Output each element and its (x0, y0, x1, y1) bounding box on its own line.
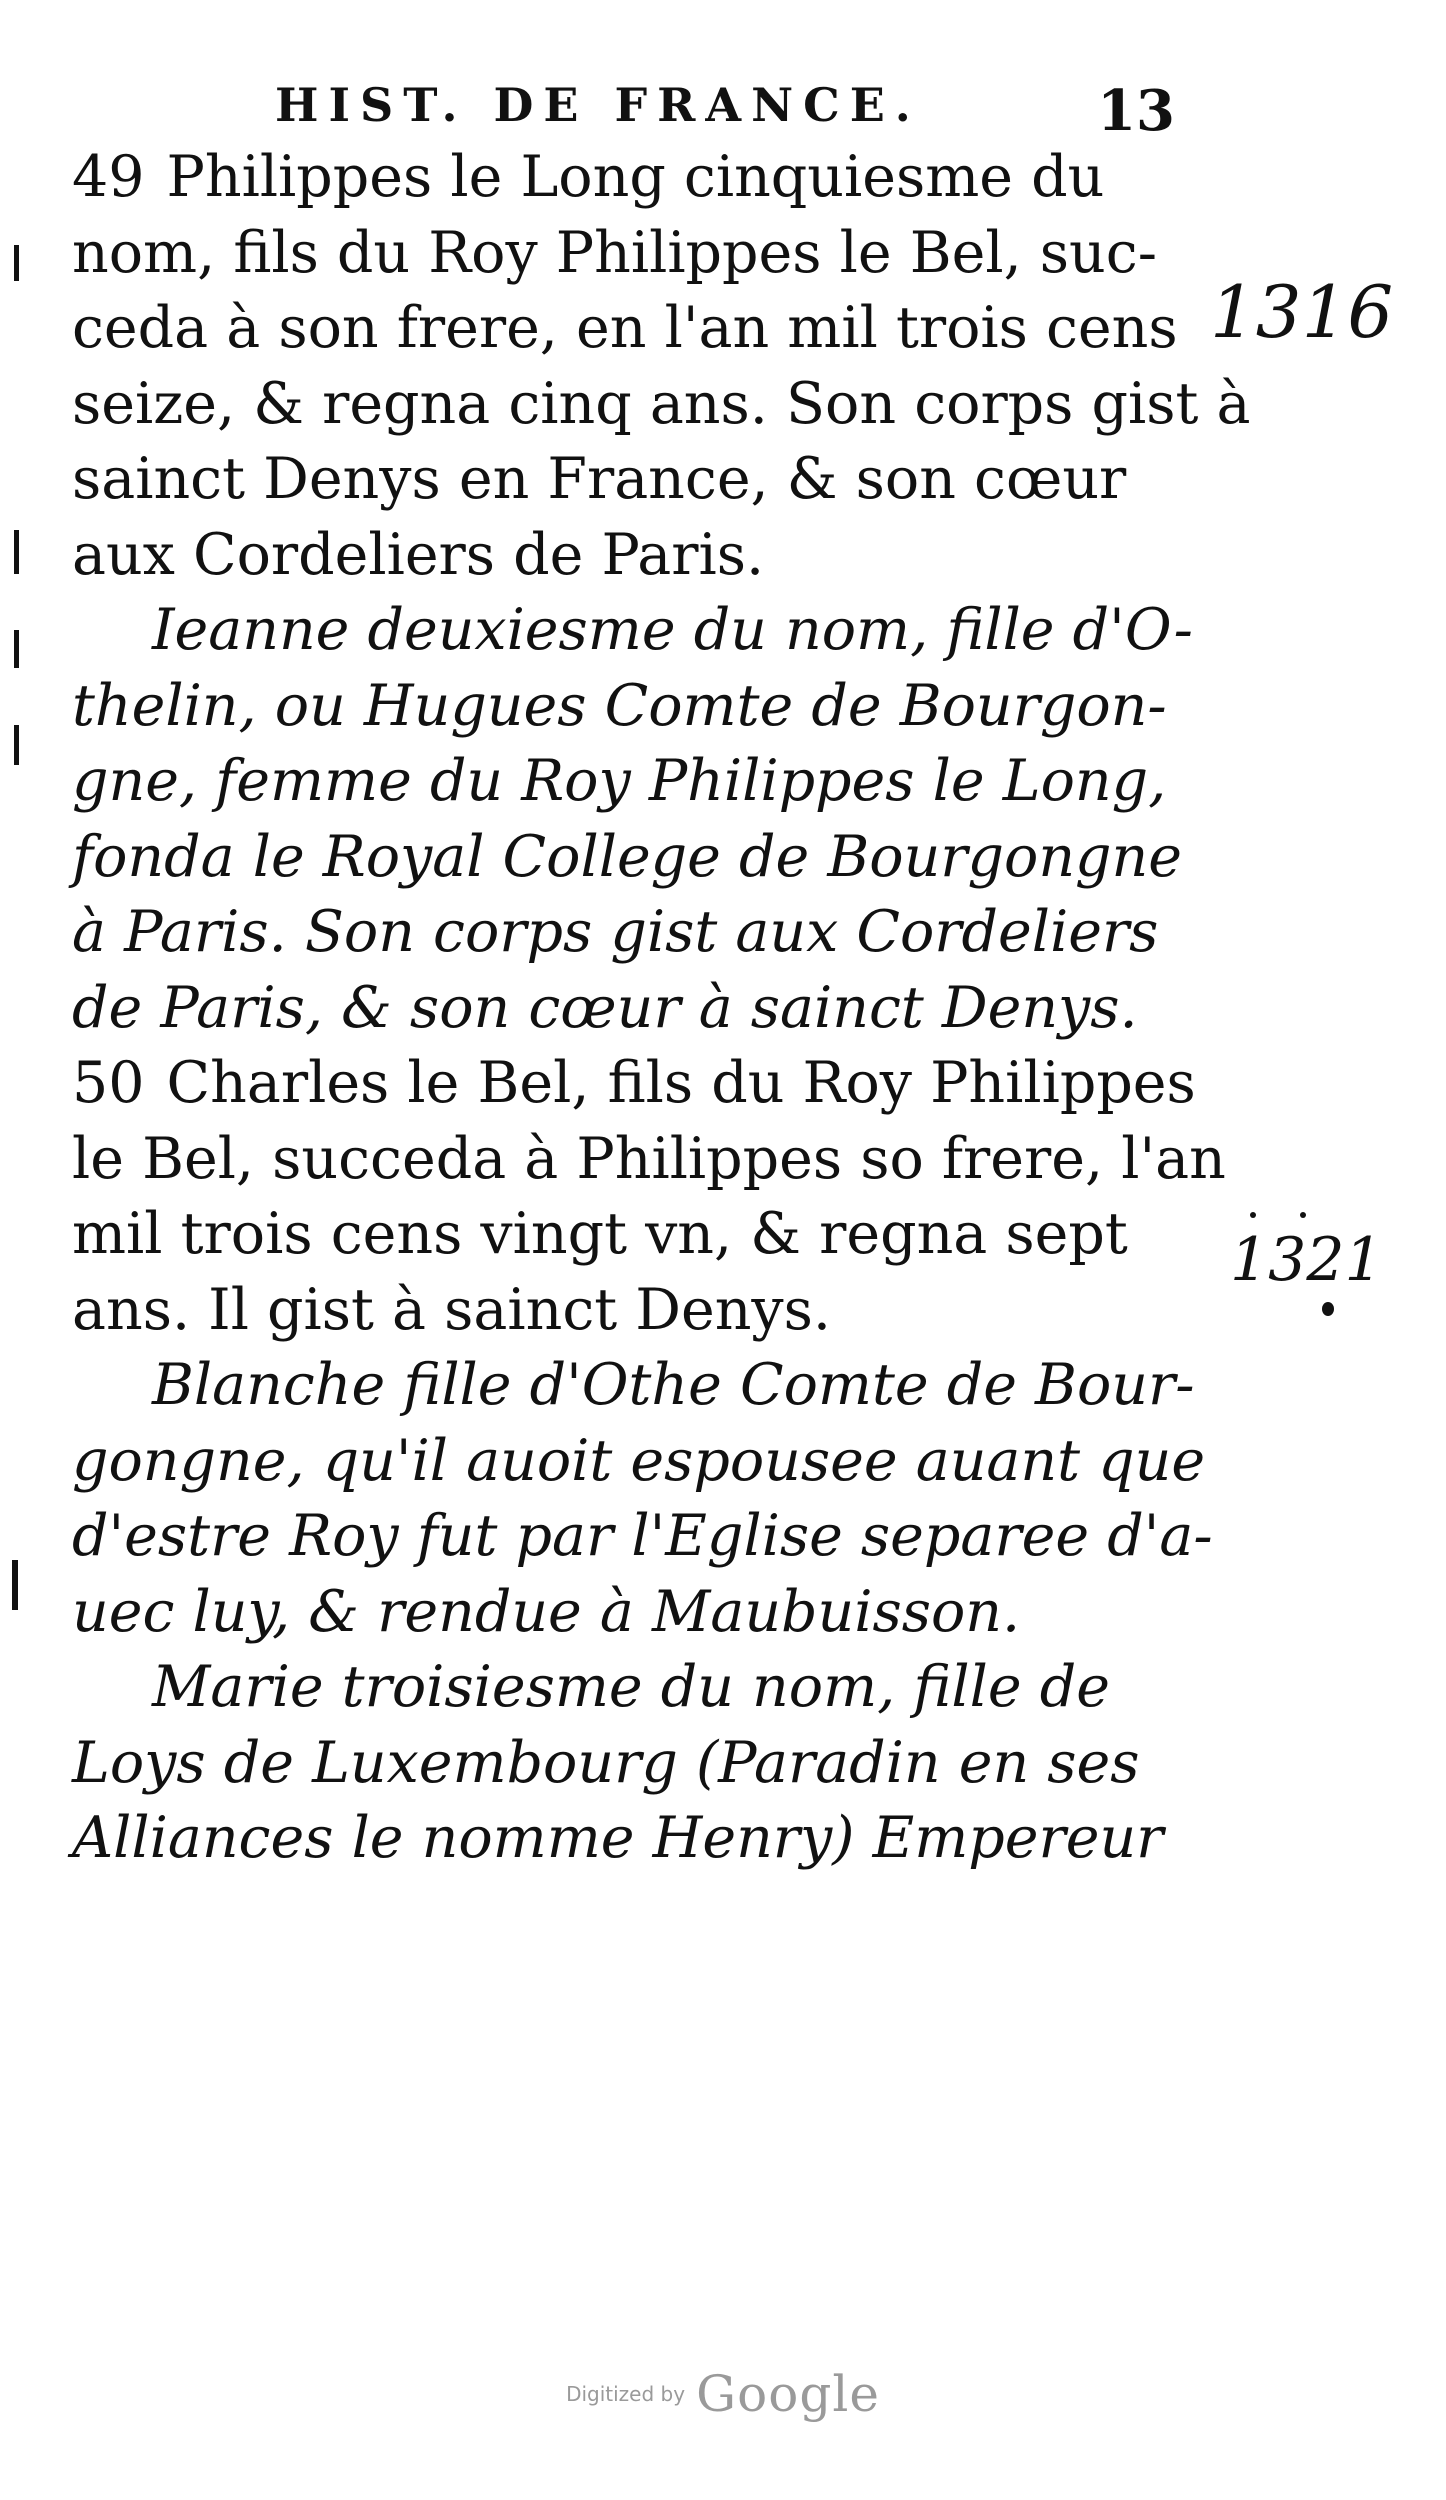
text-line: Alliances le nomme Henry) Empereur (72, 1805, 1164, 1871)
entry-number: 50 (72, 1050, 145, 1116)
ink-speck (1250, 1212, 1256, 1218)
line-text: Philippes le Long cinquiesme du (166, 144, 1105, 210)
margin-note-year: 1316 (1210, 270, 1394, 354)
line-text: Charles le Bel, fils du Roy Philippes (166, 1050, 1196, 1116)
google-logo: Google (696, 2365, 880, 2423)
ink-speck (1322, 1302, 1334, 1316)
text-line: gongne, qu'il auoit espousee auant que (72, 1427, 1206, 1494)
margin-note-year: 1321 (1230, 1225, 1383, 1295)
text-line: gne, femme du Roy Philippes le Long, (72, 748, 1167, 814)
text-line: ans. Il gist à sainct Denys. (72, 1276, 831, 1343)
body-text (72, 140, 1251, 1877)
ink-speck (1300, 1212, 1306, 1218)
entry-number: 49 (72, 144, 145, 210)
text-line: Ieanne deuxiesme du nom, fille d'O- (152, 597, 1193, 663)
text-line: Marie troisiesme du nom, fille de (152, 1654, 1110, 1720)
text-line: à Paris. Son corps gist aux Cordeliers (72, 899, 1159, 965)
text-line: le Bel, succeda à Philippes so frere, l'an (72, 1125, 1226, 1192)
digitized-by-label: Digitized by (566, 2382, 686, 2406)
text-line: uec luy, & rendue à Maubuisson. (72, 1578, 1021, 1645)
text-line (72, 140, 1192, 216)
margin-mark (12, 1560, 18, 1610)
text-line: thelin, ou Hugues Comte de Bourgon- (72, 672, 1167, 739)
text-line: nom, fils du Roy Philippes le Bel, suc- (72, 219, 1157, 286)
text-line: Blanche fille d'Othe Comte de Bour- (152, 1352, 1195, 1418)
margin-mark (14, 530, 19, 574)
text-line: mil trois cens vingt vn, & regna sept (72, 1201, 1128, 1267)
text-line: Loys de Luxembourg (Paradin en ses (72, 1729, 1140, 1796)
text-line: aux Cordeliers de Paris. (72, 521, 765, 588)
text-line: de Paris, & son cœur à sainct Denys. (72, 974, 1138, 1041)
text-line: fonda le Royal College de Bourgongne (72, 823, 1182, 890)
running-title: HIST. DE FRANCE. (275, 78, 921, 132)
text-line: d'estre Roy fut par l'Eglise separee d'a- (72, 1503, 1213, 1569)
running-header (275, 78, 1175, 148)
margin-mark (14, 245, 19, 281)
text-line: ceda à son frere, en l'an mil trois cens (72, 295, 1178, 361)
digitization-watermark (0, 2365, 1446, 2423)
text-line: sainct Denys en France, & son cœur (72, 446, 1127, 512)
page-number: 13 (1097, 78, 1175, 144)
text-line (72, 1046, 1196, 1122)
margin-mark (14, 630, 19, 668)
text-line: seize, & regna cinq ans. Son corps gist à (72, 370, 1251, 437)
margin-mark (14, 725, 19, 765)
